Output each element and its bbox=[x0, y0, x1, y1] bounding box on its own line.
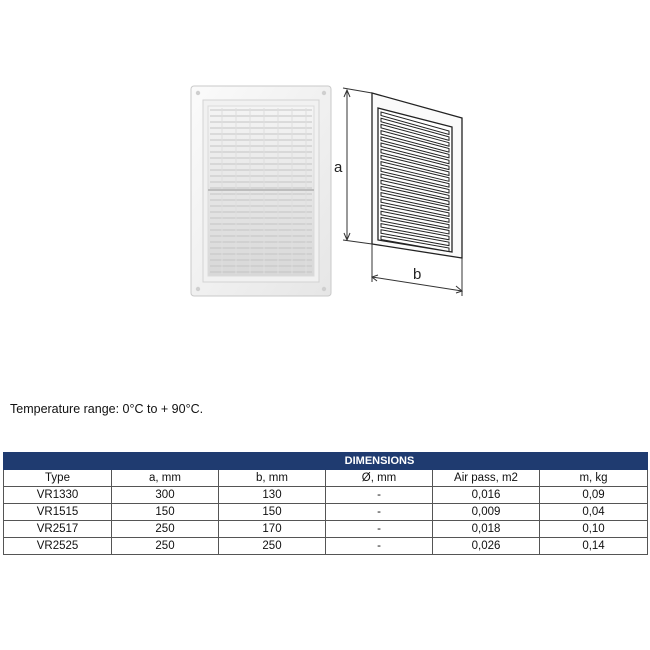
table-cell: 250 bbox=[112, 538, 219, 555]
dimension-a-label: a bbox=[334, 159, 343, 176]
table-cell: 0,10 bbox=[540, 521, 648, 538]
grille-angled-view bbox=[372, 93, 462, 258]
table-cell: 170 bbox=[219, 521, 326, 538]
table-cell: 0,026 bbox=[433, 538, 540, 555]
table-cell: - bbox=[326, 538, 433, 555]
table-cell: 250 bbox=[219, 538, 326, 555]
table-cell: 0,018 bbox=[433, 521, 540, 538]
table-cell: - bbox=[326, 521, 433, 538]
table-row bbox=[4, 538, 648, 555]
table-band-spacer bbox=[4, 453, 112, 470]
table-row bbox=[4, 504, 648, 521]
table-cell: 0,016 bbox=[433, 487, 540, 504]
table-cell: 300 bbox=[112, 487, 219, 504]
column-header: a, mm bbox=[112, 470, 219, 487]
table-cell: - bbox=[326, 487, 433, 504]
table-cell: 0,04 bbox=[540, 504, 648, 521]
dimensions-table bbox=[3, 452, 648, 555]
table-cell: VR1330 bbox=[4, 487, 112, 504]
dimension-a bbox=[343, 88, 372, 244]
column-header: Air pass, m2 bbox=[433, 470, 540, 487]
table-cell: 0,009 bbox=[433, 504, 540, 521]
table-cell: VR1515 bbox=[4, 504, 112, 521]
grille-front-view bbox=[191, 86, 331, 296]
table-cell: 150 bbox=[219, 504, 326, 521]
column-header: Type bbox=[4, 470, 112, 487]
table-cell: 130 bbox=[219, 487, 326, 504]
temperature-note: Temperature range: 0°C to + 90°C. bbox=[10, 402, 204, 416]
table-cell: 250 bbox=[112, 521, 219, 538]
table-row bbox=[4, 487, 648, 504]
table-column-headers bbox=[4, 470, 648, 487]
table-cell: 0,14 bbox=[540, 538, 648, 555]
column-header: m, kg bbox=[540, 470, 648, 487]
table-cell: 0,09 bbox=[540, 487, 648, 504]
column-header: Ø, mm bbox=[326, 470, 433, 487]
dimension-b-label: b bbox=[413, 266, 422, 283]
table-cell: 150 bbox=[112, 504, 219, 521]
table-cell: VR2525 bbox=[4, 538, 112, 555]
column-header: b, mm bbox=[219, 470, 326, 487]
table-band-title: DIMENSIONS bbox=[112, 453, 648, 470]
table-cell: - bbox=[326, 504, 433, 521]
table-row bbox=[4, 521, 648, 538]
table-cell: VR2517 bbox=[4, 521, 112, 538]
table-body bbox=[4, 487, 648, 555]
